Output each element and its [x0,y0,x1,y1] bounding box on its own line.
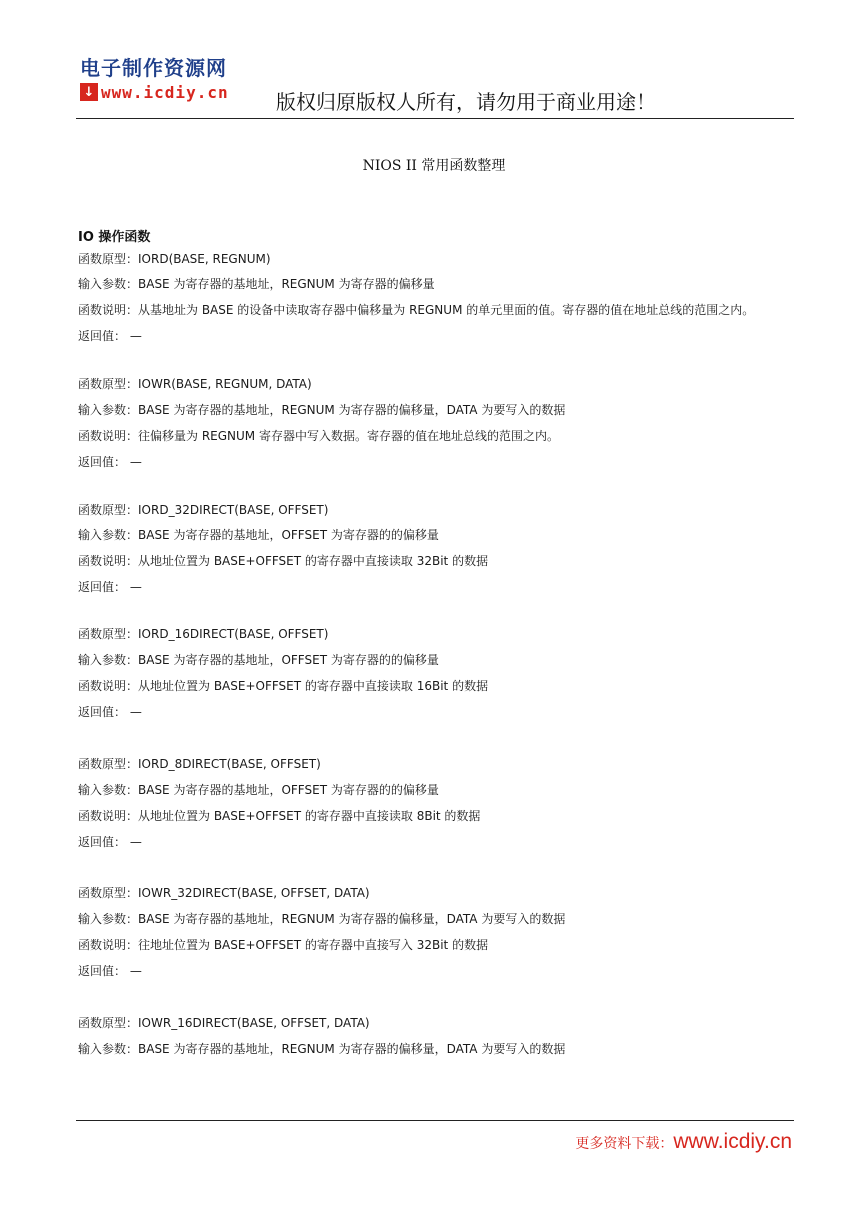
function-params: 输入参数：BASE 为寄存器的基地址，OFFSET 为寄存器的的偏移量 [78,653,439,667]
download-arrow-icon: ↓ [80,83,98,101]
function-params: 输入参数：BASE 为寄存器的基地址，REGNUM 为寄存器的偏移量 [78,277,435,291]
header-divider [76,118,794,119]
footer [575,1130,792,1154]
function-description: 函数说明：往偏移量为 REGNUM 寄存器中写入数据。寄存器的值在地址总线的范围之内。 [78,429,559,443]
function-returns: 返回值： — [78,455,142,469]
copyright-notice: 版权归原版权人所有，请勿用于商业用途！ [276,90,656,114]
function-returns: 返回值： — [78,329,142,343]
function-prototype: 函数原型：IOWR_32DIRECT(BASE, OFFSET, DATA) [78,886,370,900]
footer-link[interactable]: www.icdiy.cn [673,1130,792,1153]
function-prototype: 函数原型：IORD_8DIRECT(BASE, OFFSET) [78,757,321,771]
function-prototype: 函数原型：IOWR_16DIRECT(BASE, OFFSET, DATA) [78,1016,370,1030]
section-heading: IO 操作函数 [78,230,151,245]
function-params: 输入参数：BASE 为寄存器的基地址，OFFSET 为寄存器的的偏移量 [78,783,439,797]
function-params: 输入参数：BASE 为寄存器的基地址，OFFSET 为寄存器的的偏移量 [78,528,439,542]
function-description: 函数说明：从地址位置为 BASE+OFFSET 的寄存器中直接读取 8Bit 的数据 [78,809,481,823]
function-description: 函数说明：从基地址为 BASE 的设备中读取寄存器中偏移量为 REGNUM 的单元里面的值。寄存器的值在地址总线的范围之内。 [78,303,755,317]
function-params: 输入参数：BASE 为寄存器的基地址，REGNUM 为寄存器的偏移量，DATA 为要写入的数据 [78,912,566,926]
function-prototype: 函数原型：IORD(BASE, REGNUM) [78,252,271,266]
function-prototype: 函数原型：IORD_32DIRECT(BASE, OFFSET) [78,503,329,517]
function-description: 函数说明：从地址位置为 BASE+OFFSET 的寄存器中直接读取 32Bit 的数据 [78,554,489,568]
footer-label: 更多资料下载： [575,1136,674,1152]
function-returns: 返回值： — [78,835,142,849]
function-description: 函数说明：从地址位置为 BASE+OFFSET 的寄存器中直接读取 16Bit 的数据 [78,679,489,693]
function-params: 输入参数：BASE 为寄存器的基地址，REGNUM 为寄存器的偏移量，DATA 为要写入的数据 [78,403,566,417]
function-description: 函数说明：往地址位置为 BASE+OFFSET 的寄存器中直接写入 32Bit 的数据 [78,938,489,952]
function-prototype: 函数原型：IORD_16DIRECT(BASE, OFFSET) [78,627,329,641]
function-returns: 返回值： — [78,705,142,719]
footer-divider [76,1120,794,1121]
function-returns: 返回值： — [78,580,142,594]
site-logo-text: 电子制作资源网 [80,56,227,80]
function-params: 输入参数：BASE 为寄存器的基地址，REGNUM 为寄存器的偏移量，DATA 为要写入的数据 [78,1042,566,1056]
function-returns: 返回值： — [78,964,142,978]
document-title: NIOS II 常用函数整理 [362,158,506,174]
site-url-text: www.icdiy.cn [101,82,229,102]
function-prototype: 函数原型：IOWR(BASE, REGNUM, DATA) [78,377,312,391]
site-logo-url[interactable] [80,82,229,102]
